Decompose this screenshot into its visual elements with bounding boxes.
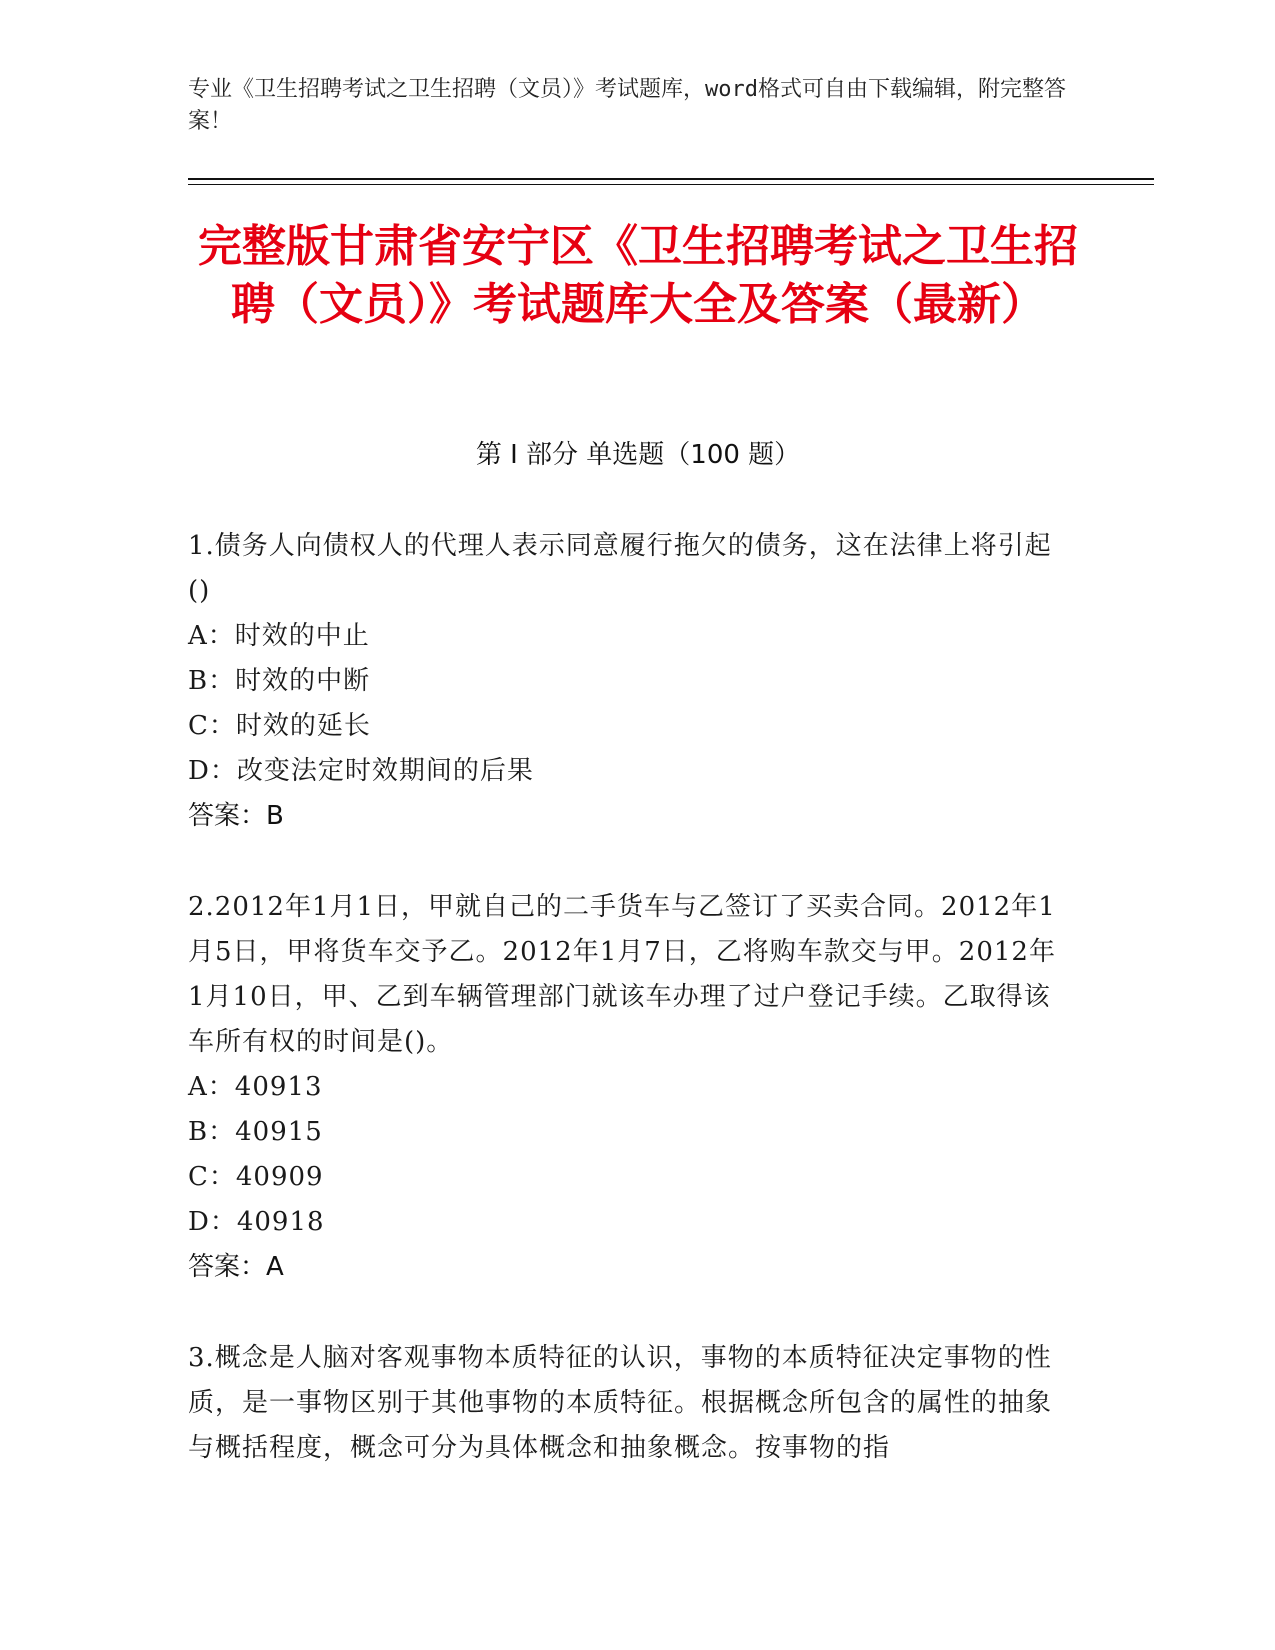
answer: 答案：B — [188, 801, 284, 831]
question-stem: 1.债务人向债权人的代理人表示同意履行拖欠的债务，这在法律上将引起() — [188, 531, 1052, 606]
option-a: A：时效的中止 — [188, 621, 370, 651]
header-divider-thin — [188, 184, 1154, 185]
header-note: 专业《卫生招聘考试之卫生招聘（文员）》考试题库，word格式可自由下载编辑，附完整答案！ — [188, 77, 1066, 134]
option-c: C：40909 — [188, 1162, 324, 1192]
question-2 — [188, 885, 1068, 1290]
header-divider-thick — [188, 178, 1154, 180]
section-title: 第 I 部分 单选题（100 题） — [475, 440, 801, 470]
option-b: B：40915 — [188, 1117, 323, 1147]
question-stem: 3.概念是人脑对客观事物本质特征的认识，事物的本质特征决定事物的性质，是一事物区别于其他事物的本质特征。根据概念所包含的属性的抽象与概括程度，概念可分为具体概念和抽象概念。按事物的指 — [188, 1343, 1053, 1463]
option-c: C：时效的延长 — [188, 711, 371, 741]
question-list — [188, 524, 1068, 1517]
question-stem: 2.2012年1月1日，甲就自己的二手货车与乙签订了买卖合同。2012年1月5日，甲将货车交予乙。2012年1月7日，乙将购车款交与甲。2012年1月10日，甲、乙到车辆管理部门就该车办理了过户登记手续。乙取得该车所有权的时间是()。 — [188, 892, 1056, 1057]
answer: 答案：A — [188, 1252, 284, 1282]
option-d: D：40918 — [188, 1207, 325, 1237]
question-3 — [188, 1336, 1068, 1471]
document-title: 完整版甘肃省安宁区《卫生招聘考试之卫生招聘（文员）》考试题库大全及答案（最新） — [198, 221, 1078, 330]
option-a: A：40913 — [188, 1072, 323, 1102]
option-d: D：改变法定时效期间的后果 — [188, 756, 534, 786]
option-b: B：时效的中断 — [188, 666, 371, 696]
question-1 — [188, 524, 1068, 839]
